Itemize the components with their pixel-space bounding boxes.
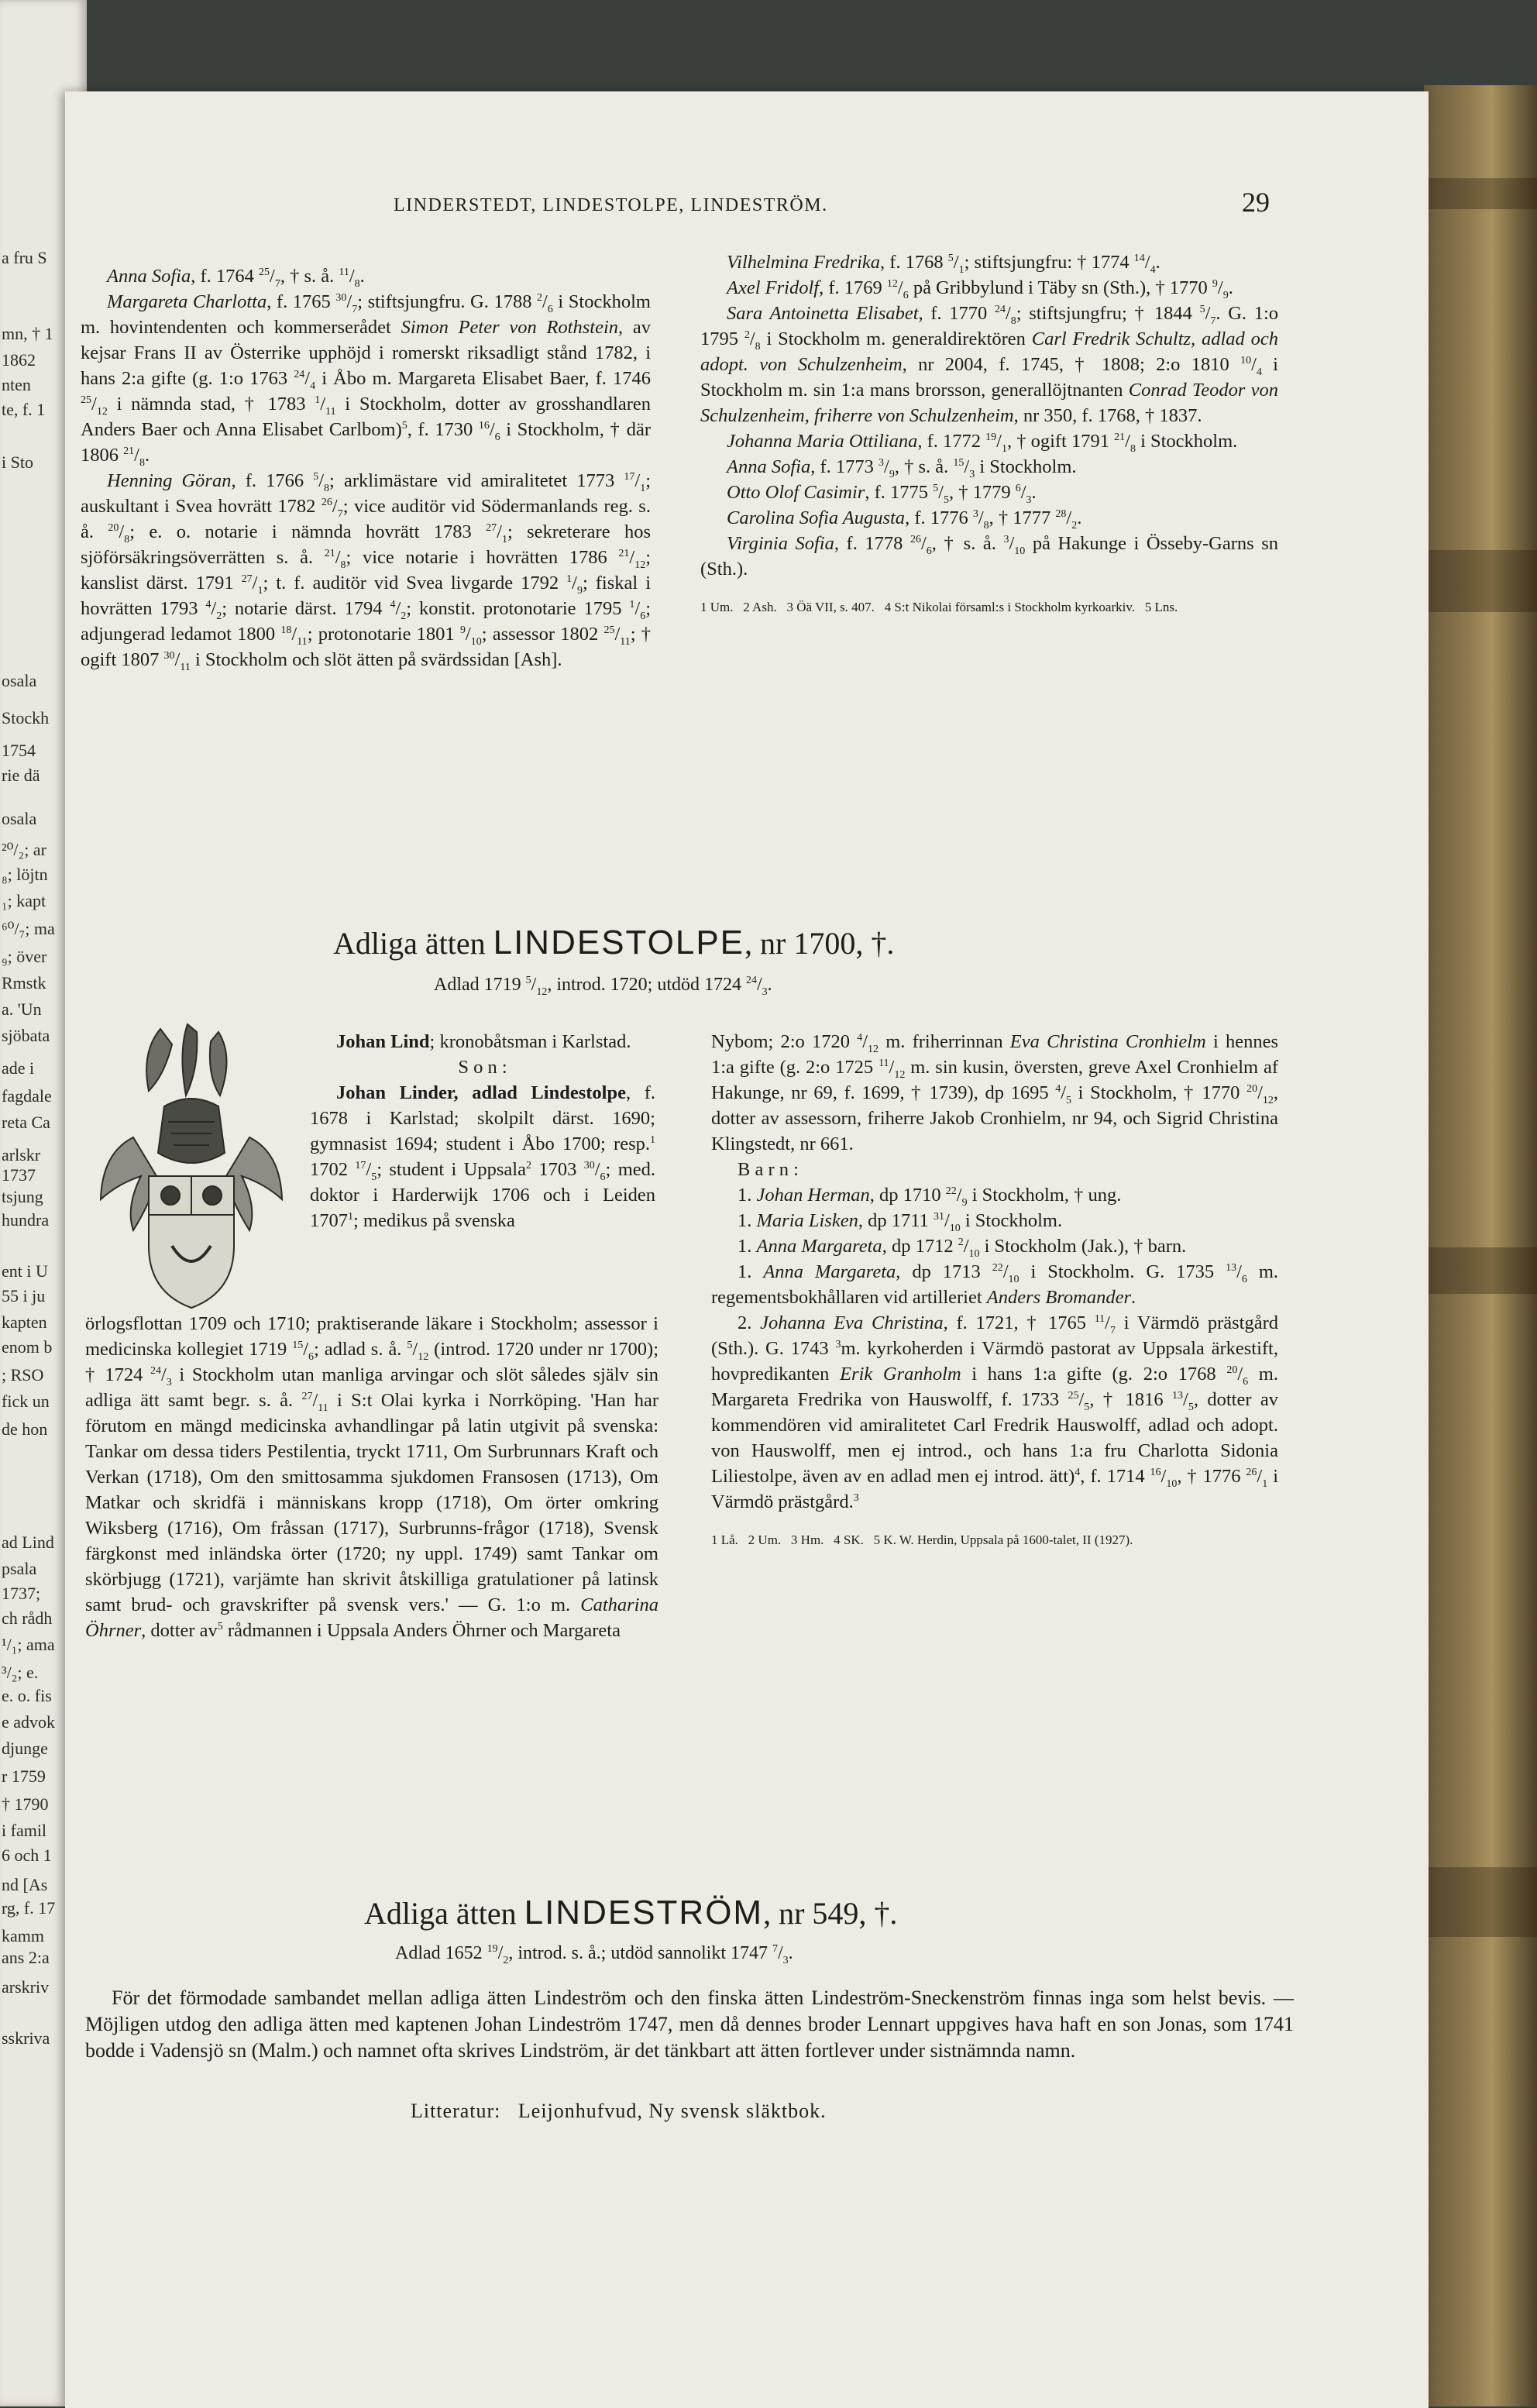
literature-line: Litteratur: Leijonhufvud, Ny svensk släktbok. (411, 2100, 827, 2122)
section-subtitle-lindestrom: Adlad 1652 $^{19}/_2$, introd. s. å.; utdöd sannolikt 1747 $^7/_3$. (395, 1943, 793, 1966)
facing-page-text-fragment: psala (2, 1559, 37, 1578)
entry-paragraph: S o n : (458, 1057, 507, 1078)
entry-paragraph: Vilhelmina Fredrika, f. 1768 $^5/_1$; stiftsjungfru: † 1774 $^{14}/_4$. (727, 252, 1160, 276)
facing-page-text-fragment: kapten (2, 1312, 47, 1332)
facing-page-text-fragment: i famil (2, 1821, 47, 1840)
section-title-lindestolpe: Adliga ätten LINDESTOLPE, nr 1700, †. (333, 924, 895, 961)
entry-paragraph: 2. Johanna Eva Christina, f. 1721, † 1765 $^{11}/_7$ i Värmdö prästgård (Sth.). G. 1743 $^3$m. kyrkoherden i Värmdö pastorat av Uppsala ärkestift, hovpredikanten Erik Granholm i hans 1:a gifte (g. 2:o 1768 $^{20}/_6$ m. Margareta Fredrika von Hauswolff, f. 1733 $^{25}/_5$, † 1816 $^{13}/_5$, dotter av kommendören vid amiralitetet Carl Fredrik Hauswolff, adlad och adopt. von Hauswolff, men ej introd., och hans 1:a fru Charlotta Sidonia Liliestolpe, även av en adlad men ej introd. ätt)$^4$, f. 1714 $^{16}/_{10}$, † 1776 $^{26}/_1$ i Värmdö prästgård.$^3$ (711, 1312, 1278, 1512)
lindestrom-intro-paragraph: För det förmodade sambandet mellan adliga ätten Lindeström och den finska ätten Lindeström-Sneckenström finnas inga som helst bevis. — Möjligen utdog den adliga ätten med kaptenen Johan Lindeström 1747, men då dennes broder Lennart uppgives hava haft en son Jonas, som 1741 bodde i Vadensjö sn (Malm.) och namnet ofta skrives Lindström, är det tänkbart att ätten fortlever under sistnämnda namn. (85, 1987, 1294, 2062)
facing-page-text-fragment: e advok (2, 1712, 56, 1732)
entry-paragraph: 1. Anna Margareta, dp 1713 $^{22}/_{10}$ i Stockholm. G. 1735 $^{13}/_6$ m. regementsbokhållaren vid artilleriet Anders Bromander. (711, 1261, 1279, 1308)
facing-page-text-fragment: de hon (2, 1419, 48, 1439)
facing-page-text-fragment: arlskr (2, 1145, 41, 1164)
entry-paragraph: 1. Maria Lisken, dp 1711 $^{31}/_{10}$ i Stockholm. (738, 1210, 1063, 1234)
facing-page-text-fragment: r 1759 (2, 1766, 46, 1786)
facing-page-text-fragment: ; RSO (2, 1365, 44, 1385)
facing-page-text-fragment: a fru S (2, 248, 47, 267)
footnotes: 1 Um. 2 Ash. 3 Öä VII, s. 407. 4 S:t Nikolai församl:s i Stockholm kyrkoarkiv. 5 Lns. (700, 600, 1178, 614)
facing-page-text-fragment: rg, f. 17 (2, 1898, 56, 1918)
facing-page-text-fragment: Stockh (2, 708, 50, 728)
facing-page-text-fragment: reta Ca (2, 1113, 50, 1132)
facing-page-text-fragment: sskriva (2, 2028, 50, 2048)
facing-page-text-fragment: fagdale (2, 1086, 52, 1106)
facing-page-text-fragment: ₁; kapt (2, 891, 46, 910)
facing-page-text-fragment: ans 2:a (2, 1948, 50, 1967)
entry-paragraph: Johan Linder, adlad Lindestolpe, f. 1678 i Karlstad; skolpilt därst. 1690; gymnasist 1694; student i Åbo 1700; resp.$^1$ 1702 $^{17}/_5$; student i Uppsala$^2$ 1703 $^{30}/_6$; med. doktor i Harderwijk 1706 och i Leiden 1707$^1$; medikus på svenska (310, 1082, 656, 1231)
facing-page-text-fragment: ⁶⁰/₇; ma (2, 919, 55, 938)
facing-page-text-fragment: te, f. 1 (2, 400, 46, 419)
facing-page-text-fragment: nten (2, 375, 31, 394)
lindestolpe-wide-column (85, 1311, 658, 1643)
facing-page-text-fragment: Rmstk (2, 973, 46, 992)
facing-page-text-fragment: 6 och 1 (2, 1846, 52, 1865)
section-subtitle-lindestolpe: Adlad 1719 $^5/_{12}$, introd. 1720; utdöd 1724 $^{24}/_3$. (434, 975, 772, 998)
upper-right-column (700, 249, 1278, 616)
entry-paragraph: Henning Göran, f. 1766 $^5/_8$; arklimästare vid amiralitetet 1773 $^{17}/_1$; auskultant i Svea hovrätt 1782 $^{26}/_7$; vice auditör vid Södermanlands reg. s. å. $^{20}/_8$; e. o. notarie i nämnda hovrätt 1783 $^{27}/_1$; sekreterare hos sjöförsäkringsöverrätten s. å. $^{21}/_8$; vice notarie i hovrätten 1786 $^{21}/_{12}$; kanslist därst. 1791 $^{27}/_1$; t. f. auditör vid Svea livgarde 1792 $^1/_9$; fiskal i hovrätten 1793 $^4/_2$; notarie därst. 1794 $^4/_2$; konstit. protonotarie 1795 $^1/_6$; adjungerad ledamot 1800 $^{18}/_{11}$; protonotarie 1801 $^9/_{10}$; assessor 1802 $^{25}/_{11}$; † ogift 1807 $^{30}/_{11}$ i Stockholm och slöt ätten på svärdssidan [Ash]. (81, 470, 652, 673)
facing-page-text-fragment: fick un (2, 1391, 50, 1411)
facing-page-text-fragment: enom b (2, 1337, 53, 1357)
entry-paragraph: Axel Fridolf, f. 1769 $^{12}/_6$ på Gribbylund i Täby sn (Sth.), † 1770 $^9/_9$. (727, 277, 1233, 301)
lindestolpe-right-column (711, 1029, 1278, 1549)
facing-page-text-fragment: djunge (2, 1739, 48, 1758)
entry-paragraph: Margareta Charlotta, f. 1765 $^{30}/_7$; stiftsjungfru. G. 1788 $^2/_6$ i Stockholm m. hovintendenten och kommerserådet Simon Peter von Rothstein, av kejsar Frans II av Österrike upphöjd i romerskt riksadligt stånd 1782, i hans 2:a gifte (g. 1:o 1763 $^{24}/_4$ i Åbo m. Margareta Elisabet Baer, f. 1746 $^{25}/_{12}$ i nämnda stad, † 1783 $^1/_{11}$ i Stockholm, dotter av grosshandlaren Anders Baer och Anna Elisabet Carlbom)$^5$, f. 1730 $^{16}/_6$ i Stockholm, † där 1806 $^{21}/_8$. (81, 291, 652, 469)
facing-page-text-fragment: ₈; löjtn (2, 865, 48, 884)
facing-page-text-fragment: ¹/₁; ama (2, 1635, 55, 1654)
facing-page-text-fragment: ³/₂; e. (2, 1663, 39, 1682)
facing-page-text-fragment: 1862 (2, 350, 36, 370)
facing-page-text-fragment: ₉; över (2, 947, 47, 966)
entry-paragraph: Anna Sofia, f. 1773 $^3/_9$, † s. å. $^{15}/_3$ i Stockholm. (727, 456, 1077, 480)
entry-paragraph: örlogsflottan 1709 och 1710; praktiserande läkare i Stockholm; assessor i medicinska kollegiet 1719 $^{15}/_6$; adlad s. å. $^5/_{12}$ (introd. 1720 under nr 1700); † 1724 $^{24}/_3$ i Stockholm utan manliga arvingar och slöt således själv sin adliga ätt samt begr. s. å. $^{27}/_{11}$ i S:t Olai kyrka i Norrköping. 'Han har förutom en mängd medicinska avhandlingar på latin utgivit på svenska: Tankar om dessa tiders Pestilentia, tryckt 1711, Om Surbrunnars Kraft och Verkan (1718), Om den smittosamma sjukdomen Fransosen (1713), Om Matkar och skridfä i människans kropp (1718), Om örter omkring Wiksberg (1716), Om fråssan (1717), Surbrunns-frågor (1718), Svensk färgkonst med inländska örter (1720; ny uppl. 1749) samt Tankar om skörbjugg (1721), varjämte han skrivit åtskilliga gratulationer på latinsk samt brud- och gravskrifter på svensk vers.' — G. 1:o m. Catharina Öhrner, dotter $av^5$ rådmannen i Uppsala Anders Öhrner och Margareta (85, 1313, 658, 1641)
facing-page-text-fragment: ad Lind (2, 1533, 54, 1552)
facing-page-text-fragment: kamm (2, 1926, 44, 1945)
entry-paragraph: Virginia Sofia, f. 1778 $^{26}/_6$, † s. å. $^3/_{10}$ på Hakunge i Össeby-Garns sn (Sth.). (700, 533, 1278, 580)
entry-paragraph: 1. Anna Margareta, dp 1712 $^2/_{10}$ i Stockholm (Jak.), † barn. (738, 1236, 1187, 1260)
facing-page-text-fragment: tsjung (2, 1187, 43, 1206)
entry-paragraph: Otto Olof Casimir, f. 1775 $^5/_5$, † 1779 $^6/_3$. (727, 482, 1037, 506)
entry-paragraph: Johanna Maria Ottiliana, f. 1772 $^{19}/_1$, † ogift 1791 $^{21}/_8$ i Stockholm. (727, 431, 1238, 455)
entry-paragraph: Anna Sofia, f. 1764 $^{25}/_7$, † s. å. $^{11}/_8$. (107, 266, 365, 290)
facing-page-text-fragment: ent i U (2, 1261, 48, 1281)
entry-paragraph: Nybom; 2:o 1720 $^4/_{12}$ m. friherrinnan Eva Christina Cronhielm i hennes 1:a gifte (g. 2:o 1725 $^{11}/_{12}$ m. sin kusin, översten, greve Axel Cronhielm af Hakunge, nr 69, f. 1699, † 1739), dp 1695 $^4/_5$ i Stockholm, † 1770 $^{20}/_{12}$, dotter av assessorn, friherre Jakob Cronhielm, nr 94, och Sigrid Christina Klingstedt, nr 661. (711, 1031, 1278, 1154)
facing-page-text-fragment: sjöbata (2, 1026, 50, 1045)
coat-of-arms-image (87, 1021, 296, 1320)
entry-paragraph: Johan Lind; kronobåtsman i Karlstad. (336, 1031, 631, 1052)
footnotes: 1 Lå. 2 Um. 3 Hm. 4 SK. 5 K. W. Herdin, Uppsala på 1600-talet, II (1927). (711, 1533, 1133, 1547)
facing-page-text-fragment: rie dä (2, 765, 40, 785)
section-title-lindestrom: Adliga ätten LINDESTRÖM, nr 549, †. (364, 1894, 898, 1932)
upper-left-column (81, 263, 651, 673)
running-header: LINDERSTEDT, LINDESTOLPE, LINDESTRÖM. (394, 195, 828, 215)
facing-page-text-fragment: osala (2, 809, 37, 828)
facing-page-text-fragment: 55 i ju (2, 1286, 46, 1305)
facing-page-text-fragment: osala (2, 671, 37, 690)
facing-page-text-fragment: hundra (2, 1210, 50, 1230)
family-name-lindestrom: LINDESTRÖM (524, 1894, 764, 1932)
facing-page-text-fragment: i Sto (2, 452, 33, 472)
facing-page-text-fragment: e. o. fis (2, 1686, 52, 1705)
facing-page-text-fragment: 1737 (2, 1165, 36, 1185)
entry-paragraph: B a r n : (738, 1159, 799, 1180)
entry-paragraph: Sara Antoinetta Elisabet, f. 1770 $^{24}/_8$; stiftsjungfru; † 1844 $^5/_7$. G. 1:o 1795 $^2/_8$ i Stockholm m. generaldirektören Carl Fredrik Schultz, adlad och adopt. von Schulzenheim, nr 2004, f. 1745, † 1808; 2:o 1810 $^{10}/_4$ i Stockholm m. sin 1:a mans brorsson, generallöjtnanten Conrad Teodor von Schulzenheim, friherre von Schulzenheim, nr 350, f. 1768, † 1837. (700, 303, 1278, 426)
facing-page-text-fragment: 1737; (2, 1584, 41, 1603)
facing-page-text-fragment: ²⁰/₂; ar (2, 840, 46, 859)
right-book-edge (1424, 85, 1537, 2406)
family-name-lindestolpe: LINDESTOLPE (493, 924, 745, 961)
facing-page-text-fragment: arskriv (2, 1977, 50, 1997)
lindestolpe-narrow-column (310, 1029, 655, 1233)
facing-page-text-fragment: † 1790 (2, 1794, 49, 1814)
page-number: 29 (1242, 187, 1270, 218)
entry-paragraph: 1. Johan Herman, dp 1710 $^{22}/_9$ i Stockholm, † ung. (738, 1185, 1122, 1209)
facing-page-text-fragment: ade i (2, 1058, 35, 1078)
facing-page-text-fragment: ch rådh (2, 1608, 53, 1628)
facing-page-text-fragment: a. 'Un (2, 999, 42, 1019)
facing-page-text-fragment: nd [As (2, 1875, 48, 1894)
facing-page-text-fragment: 1754 (2, 741, 36, 760)
entry-paragraph: Carolina Sofia Augusta, f. 1776 $^3/_8$, † 1777 $^{28}/_2$. (727, 507, 1082, 531)
facing-page-text-fragment: mn, † 1 (2, 324, 53, 343)
